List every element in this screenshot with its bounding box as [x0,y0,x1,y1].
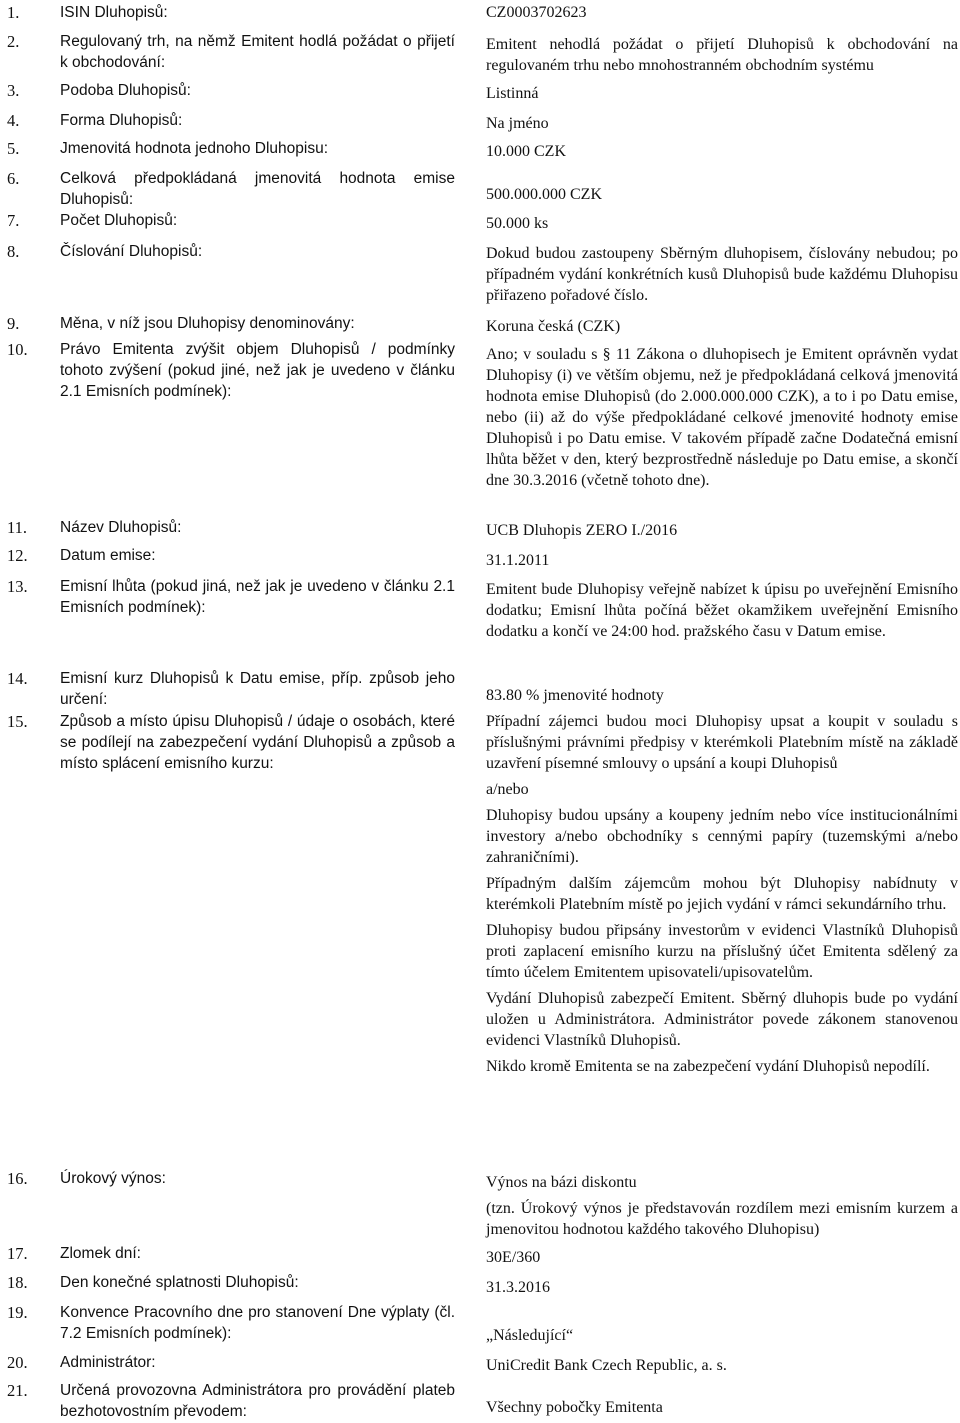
term-label: Podoba Dluhopisů: [60,82,191,99]
term-value: Případným dalším zájemcům mohou být Dluhopisy nabídnuty v kterémkoli Platebním místě po jejich vydání v rámci sekundárního trhu. [486,875,958,913]
term-number: 21. [7,1381,28,1400]
term-label: Administrátor: [60,1354,156,1371]
term-value: a/nebo [486,781,529,798]
term-number: 4. [7,111,20,130]
term-number: 10. [7,340,28,359]
term-number: 6. [7,169,20,188]
term-label: Zlomek dní: [60,1245,141,1262]
term-value: Dokud budou zastoupeny Sběrným dluhopisem, číslovány nebudou; po případném vydání konkrétních kusů Dluhopisů bude každému Dluhopisu přiřazeno pořadové číslo. [486,245,958,304]
term-value: 31.1.2011 [486,552,550,569]
term-value: (tzn. Úrokový výnos je představován rozdílem mezi emisním kurzem a jmenovitou hodnotou každého takového Dluhopisu) [486,1200,958,1238]
term-number: 1. [7,3,20,22]
term-value: Emitent bude Dluhopisy veřejně nabízet k úpisu po uveřejnění Emisního dodatku; Emisní lhůta počíná běžet okamžikem uveřejnění Emisního dodatku a končí ve 24:00 hod. pražského času v Datum emise. [486,581,958,640]
term-label: Datum emise: [60,547,156,564]
term-number: 13. [7,577,28,596]
term-value: 30E/360 [486,1249,541,1266]
term-number: 3. [7,81,20,100]
term-label: Měna, v níž jsou Dluhopisy denominovány: [60,315,355,332]
term-label: Den konečné splatnosti Dluhopisů: [60,1274,299,1291]
term-label: Právo Emitenta zvýšit objem Dluhopisů / podmínky tohoto zvýšení (pokud jiné, než jak je uvedeno v článku 2.1 Emisních podmínek): [60,341,455,400]
term-label: Forma Dluhopisů: [60,112,183,129]
term-label: Emisní kurz Dluhopisů k Datu emise, příp. způsob jeho určení: [60,670,455,708]
term-label: Název Dluhopisů: [60,519,182,536]
term-number: 15. [7,712,28,731]
term-number: 2. [7,32,20,51]
term-number: 9. [7,314,20,333]
term-label: Určená provozovna Administrátora pro provádění plateb bezhotovostním převodem: [60,1382,455,1420]
term-number: 20. [7,1353,28,1372]
term-value: CZ0003702623 [486,4,587,21]
term-value: Všechny pobočky Emitenta [486,1399,663,1416]
term-value: 83.80 % jmenovité hodnoty [486,687,664,704]
term-value: 50.000 ks [486,215,549,232]
term-label: Emisní lhůta (pokud jiná, než jak je uvedeno v článku 2.1 Emisních podmínek): [60,578,455,616]
term-value: 500.000.000 CZK [486,186,602,203]
term-value: Nikdo kromě Emitenta se na zabezpečení vydání Dluhopisů nepodílí. [486,1058,930,1075]
term-label: Konvence Pracovního dne pro stanovení Dne výplaty (čl. 7.2 Emisních podmínek): [60,1304,455,1342]
term-label: Způsob a místo úpisu Dluhopisů / údaje o osobách, které se podílejí na zabezpečení vydání Dluhopisů a způsob a místo splácení emisního kurzu: [60,713,455,772]
term-value: Listinná [486,85,539,102]
term-label: Číslování Dluhopisů: [60,243,203,260]
term-value: Dluhopisy budou připsány investorům v evidenci Vlastníků Dluhopisů proti zaplacení emisního kurzu na příslušný účet Emitenta sdělený za tímto účelem Emitentem upisovateli/upisovatelům. [486,922,958,981]
term-value: Ano; v souladu s § 11 Zákona o dluhopisech je Emitent oprávněn vydat Dluhopisy (i) ve větším objemu, než je předpokládaná celková jmenovitá hodnota emise Dluhopisů (do 2.000.000.000 CZK), a to i po Datu emise, nebo (ii) až do výše předpokládané celkové jmenovité hodnoty emise Dluhopisů i po Datu emise. V takovém případě začne Dodatečná emisní lhůta běžet v den, který bezprostředně následuje po Datu emise, a skončí dne 30.3.2016 (včetně tohoto dne). [486,346,958,489]
term-label: ISIN Dluhopisů: [60,4,168,21]
term-value: 10.000 CZK [486,143,566,160]
term-value: Případní zájemci budou moci Dluhopisy upsat a koupit v souladu s příslušnými právními předpisy v kterémkoli Platebním místě na základě uzavření písemné smlouvy o upsání a koupi Dluhopisů [486,713,958,772]
term-number: 14. [7,669,28,688]
term-value: UniCredit Bank Czech Republic, a. s. [486,1357,727,1374]
term-value: Vydání Dluhopisů zabezpečí Emitent. Sběrný dluhopis bude po vydání uložen u Administrátora. Administrátor povede zákonem stanovenou evidenci Vlastníků Dluhopisů. [486,990,958,1049]
term-value: UCB Dluhopis ZERO I./2016 [486,522,678,539]
term-value: Emitent nehodlá požádat o přijetí Dluhopisů k obchodování na regulovaném trhu nebo mnohostranném obchodním systému [486,36,958,74]
term-number: 11. [7,518,28,537]
term-value: Koruna česká (CZK) [486,318,621,335]
term-number: 18. [7,1273,28,1292]
term-value: 31.3.2016 [486,1279,550,1296]
term-value: Na jméno [486,115,549,132]
term-label: Úrokový výnos: [60,1170,166,1187]
term-value: Dluhopisy budou upsány a koupeny jedním nebo více institucionálními investory a/nebo obchodníky s cennými papíry (tuzemskými a/nebo zahraničními). [486,807,958,866]
term-number: 16. [7,1169,28,1188]
term-number: 12. [7,546,28,565]
term-number: 5. [7,139,20,158]
term-value: Výnos na bázi diskontu [486,1174,637,1191]
term-value: „Následující“ [486,1327,574,1344]
term-number: 8. [7,242,20,261]
term-number: 7. [7,211,20,230]
term-label: Regulovaný trh, na němž Emitent hodlá požádat o přijetí k obchodování: [60,33,455,71]
term-label: Jmenovitá hodnota jednoho Dluhopisu: [60,140,328,157]
term-label: Celková předpokládaná jmenovitá hodnota emise Dluhopisů: [60,170,455,208]
term-number: 19. [7,1303,28,1322]
term-label: Počet Dluhopisů: [60,212,178,229]
term-number: 17. [7,1244,28,1263]
